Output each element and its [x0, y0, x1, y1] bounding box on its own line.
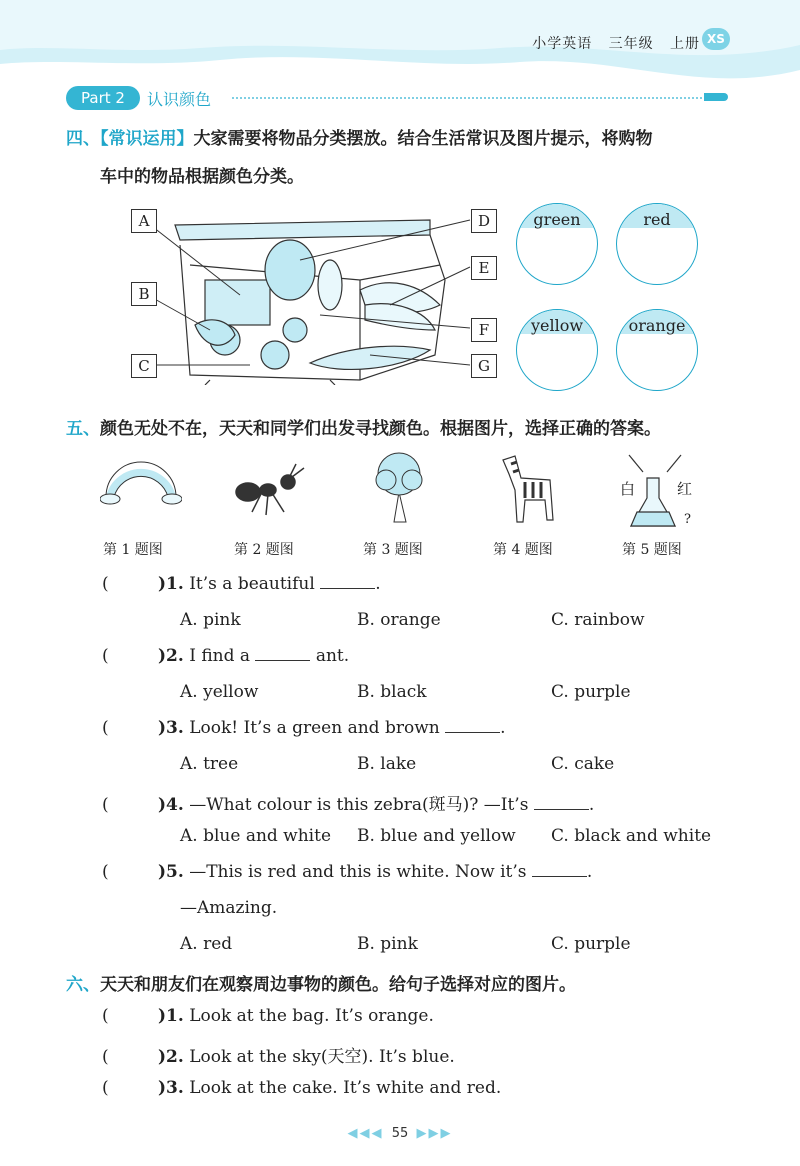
- question-number: )1.: [158, 574, 184, 594]
- section4-tag: 【常识运用】: [100, 129, 194, 149]
- question-2: [102, 646, 349, 666]
- cart-label-b: B: [131, 282, 157, 306]
- answer-paren[interactable]: (: [102, 718, 109, 738]
- question-number: )5.: [158, 862, 184, 882]
- header-grade: 三年级: [608, 36, 654, 52]
- q3-option-a[interactable]: A. tree: [180, 754, 239, 774]
- tree-icon: [370, 450, 428, 525]
- right-arrows-icon: ▶▶▶: [416, 1126, 453, 1141]
- answer-blank[interactable]: [534, 795, 589, 810]
- q4-option-c[interactable]: C. black and white: [551, 826, 712, 846]
- pencil-icon: [704, 93, 728, 101]
- match-item-3: [102, 1078, 501, 1098]
- question-3: [102, 718, 506, 738]
- question-text: —This is red and this is white. Now it’s: [183, 862, 532, 882]
- q2-option-b[interactable]: B. black: [357, 682, 427, 702]
- answer-paren[interactable]: (: [102, 1078, 109, 1098]
- page-number: [0, 1126, 800, 1141]
- q3-option-b[interactable]: B. lake: [357, 754, 417, 774]
- circle-green[interactable]: [516, 203, 598, 285]
- q4-option-b[interactable]: B. blue and yellow: [357, 826, 516, 846]
- question-text-end: .: [375, 574, 381, 594]
- q5-option-a[interactable]: A. red: [180, 934, 233, 954]
- answer-blank[interactable]: [532, 862, 587, 877]
- circle-red[interactable]: [616, 203, 698, 285]
- answer-paren[interactable]: (: [102, 795, 109, 815]
- item-number: )2.: [158, 1047, 184, 1067]
- circle-orange[interactable]: [616, 309, 698, 391]
- question-text-end: .: [586, 862, 593, 882]
- flask-label-white: 白: [620, 480, 636, 498]
- answer-paren[interactable]: (: [102, 1047, 109, 1067]
- section6-number: 六、: [66, 975, 100, 995]
- flask-label-red: 红: [677, 480, 693, 498]
- answer-blank[interactable]: [255, 646, 310, 661]
- question-5: [102, 862, 592, 882]
- page-number-value: 55: [391, 1126, 409, 1141]
- section4-heading: [66, 124, 766, 149]
- question-text-end: .: [588, 795, 595, 815]
- q2-option-a[interactable]: A. yellow: [180, 682, 259, 702]
- question-4: [102, 790, 594, 815]
- answer-blank[interactable]: [445, 718, 500, 733]
- item-number: )1.: [158, 1006, 184, 1026]
- item-text: Look at the bag. It’s orange.: [183, 1006, 434, 1026]
- flask-label-question: ?: [684, 512, 691, 527]
- question-text: —What colour is this zebra(斑马)? —It’s: [183, 795, 534, 815]
- section4-line2: 车中的物品根据颜色分类。: [100, 167, 304, 187]
- question-text: Look! It’s a green and brown: [183, 718, 446, 738]
- figure-caption-2: 第 2 题图: [234, 542, 294, 558]
- q4-option-a[interactable]: A. blue and white: [180, 826, 332, 846]
- header-text: [532, 33, 700, 53]
- cart-label-d: D: [471, 209, 497, 233]
- answer-paren[interactable]: (: [102, 574, 109, 594]
- question-number: )3.: [158, 718, 184, 738]
- question-text-end: ant.: [310, 646, 350, 666]
- answer-blank[interactable]: [320, 574, 375, 589]
- left-arrows-icon: ◀◀◀: [347, 1126, 384, 1141]
- figure-caption-4: 第 4 题图: [493, 542, 553, 558]
- dotted-divider: [232, 97, 702, 99]
- question-text-end: .: [500, 718, 506, 738]
- cart-label-a: A: [131, 209, 157, 233]
- cart-label-e: E: [471, 256, 497, 280]
- q1-option-a[interactable]: A. pink: [180, 610, 241, 630]
- q1-option-b[interactable]: B. orange: [357, 610, 441, 630]
- circle-green-label: green: [533, 210, 581, 229]
- header-subject: 小学英语: [532, 36, 593, 52]
- q5-option-c[interactable]: C. purple: [551, 934, 631, 954]
- circle-red-label: red: [643, 210, 671, 229]
- figure-caption-1: 第 1 题图: [103, 542, 163, 558]
- question-number: )2.: [158, 646, 184, 666]
- question-number: )4.: [158, 795, 184, 815]
- q1-option-c[interactable]: C. rainbow: [551, 610, 645, 630]
- section4-line1: 大家需要将物品分类摆放。结合生活常识及图片提示，将购物: [193, 129, 653, 149]
- section5-number: 五、: [66, 419, 100, 439]
- cart-label-g: G: [471, 354, 497, 378]
- circle-yellow[interactable]: [516, 309, 598, 391]
- question-text: It’s a beautiful: [183, 574, 321, 594]
- part-title: 认识颜色: [147, 90, 212, 109]
- q3-option-c[interactable]: C. cake: [551, 754, 615, 774]
- shopping-cart-illustration: [130, 205, 500, 385]
- question-1: [102, 574, 381, 594]
- zebra-icon: [495, 450, 560, 528]
- answer-paren[interactable]: (: [102, 646, 109, 666]
- section4-number: 四、: [66, 129, 100, 149]
- item-number: )3.: [158, 1078, 184, 1098]
- section5-text: 颜色无处不在，天天和同学们出发寻找颜色。根据图片，选择正确的答案。: [100, 419, 661, 439]
- item-text: Look at the sky(天空). It’s blue.: [183, 1047, 455, 1067]
- rainbow-icon: [100, 455, 182, 505]
- match-item-1: [102, 1006, 434, 1026]
- section6-text: 天天和朋友们在观察周边事物的颜色。给句子选择对应的图片。: [100, 975, 576, 995]
- q2-option-c[interactable]: C. purple: [551, 682, 631, 702]
- item-text: Look at the cake. It’s white and red.: [183, 1078, 502, 1098]
- q5-option-b[interactable]: B. pink: [357, 934, 418, 954]
- figure-caption-3: 第 3 题图: [363, 542, 423, 558]
- question-5-reply: —Amazing.: [180, 898, 278, 918]
- header-term: 上册: [670, 36, 700, 52]
- figure-caption-5: 第 5 题图: [622, 542, 682, 558]
- question-text: I find a: [183, 646, 256, 666]
- match-item-2: [102, 1042, 455, 1067]
- circle-yellow-label: yellow: [530, 316, 584, 335]
- cart-label-f: F: [471, 318, 497, 342]
- ant-icon: [232, 460, 310, 520]
- part-pill: Part 2: [66, 86, 140, 110]
- answer-paren[interactable]: (: [102, 862, 109, 882]
- circle-orange-label: orange: [628, 316, 686, 335]
- cart-label-c: C: [131, 354, 157, 378]
- xs-badge: XS: [702, 28, 730, 50]
- section5-heading: [66, 414, 786, 439]
- section6-heading: [66, 970, 786, 995]
- answer-paren[interactable]: (: [102, 1006, 109, 1026]
